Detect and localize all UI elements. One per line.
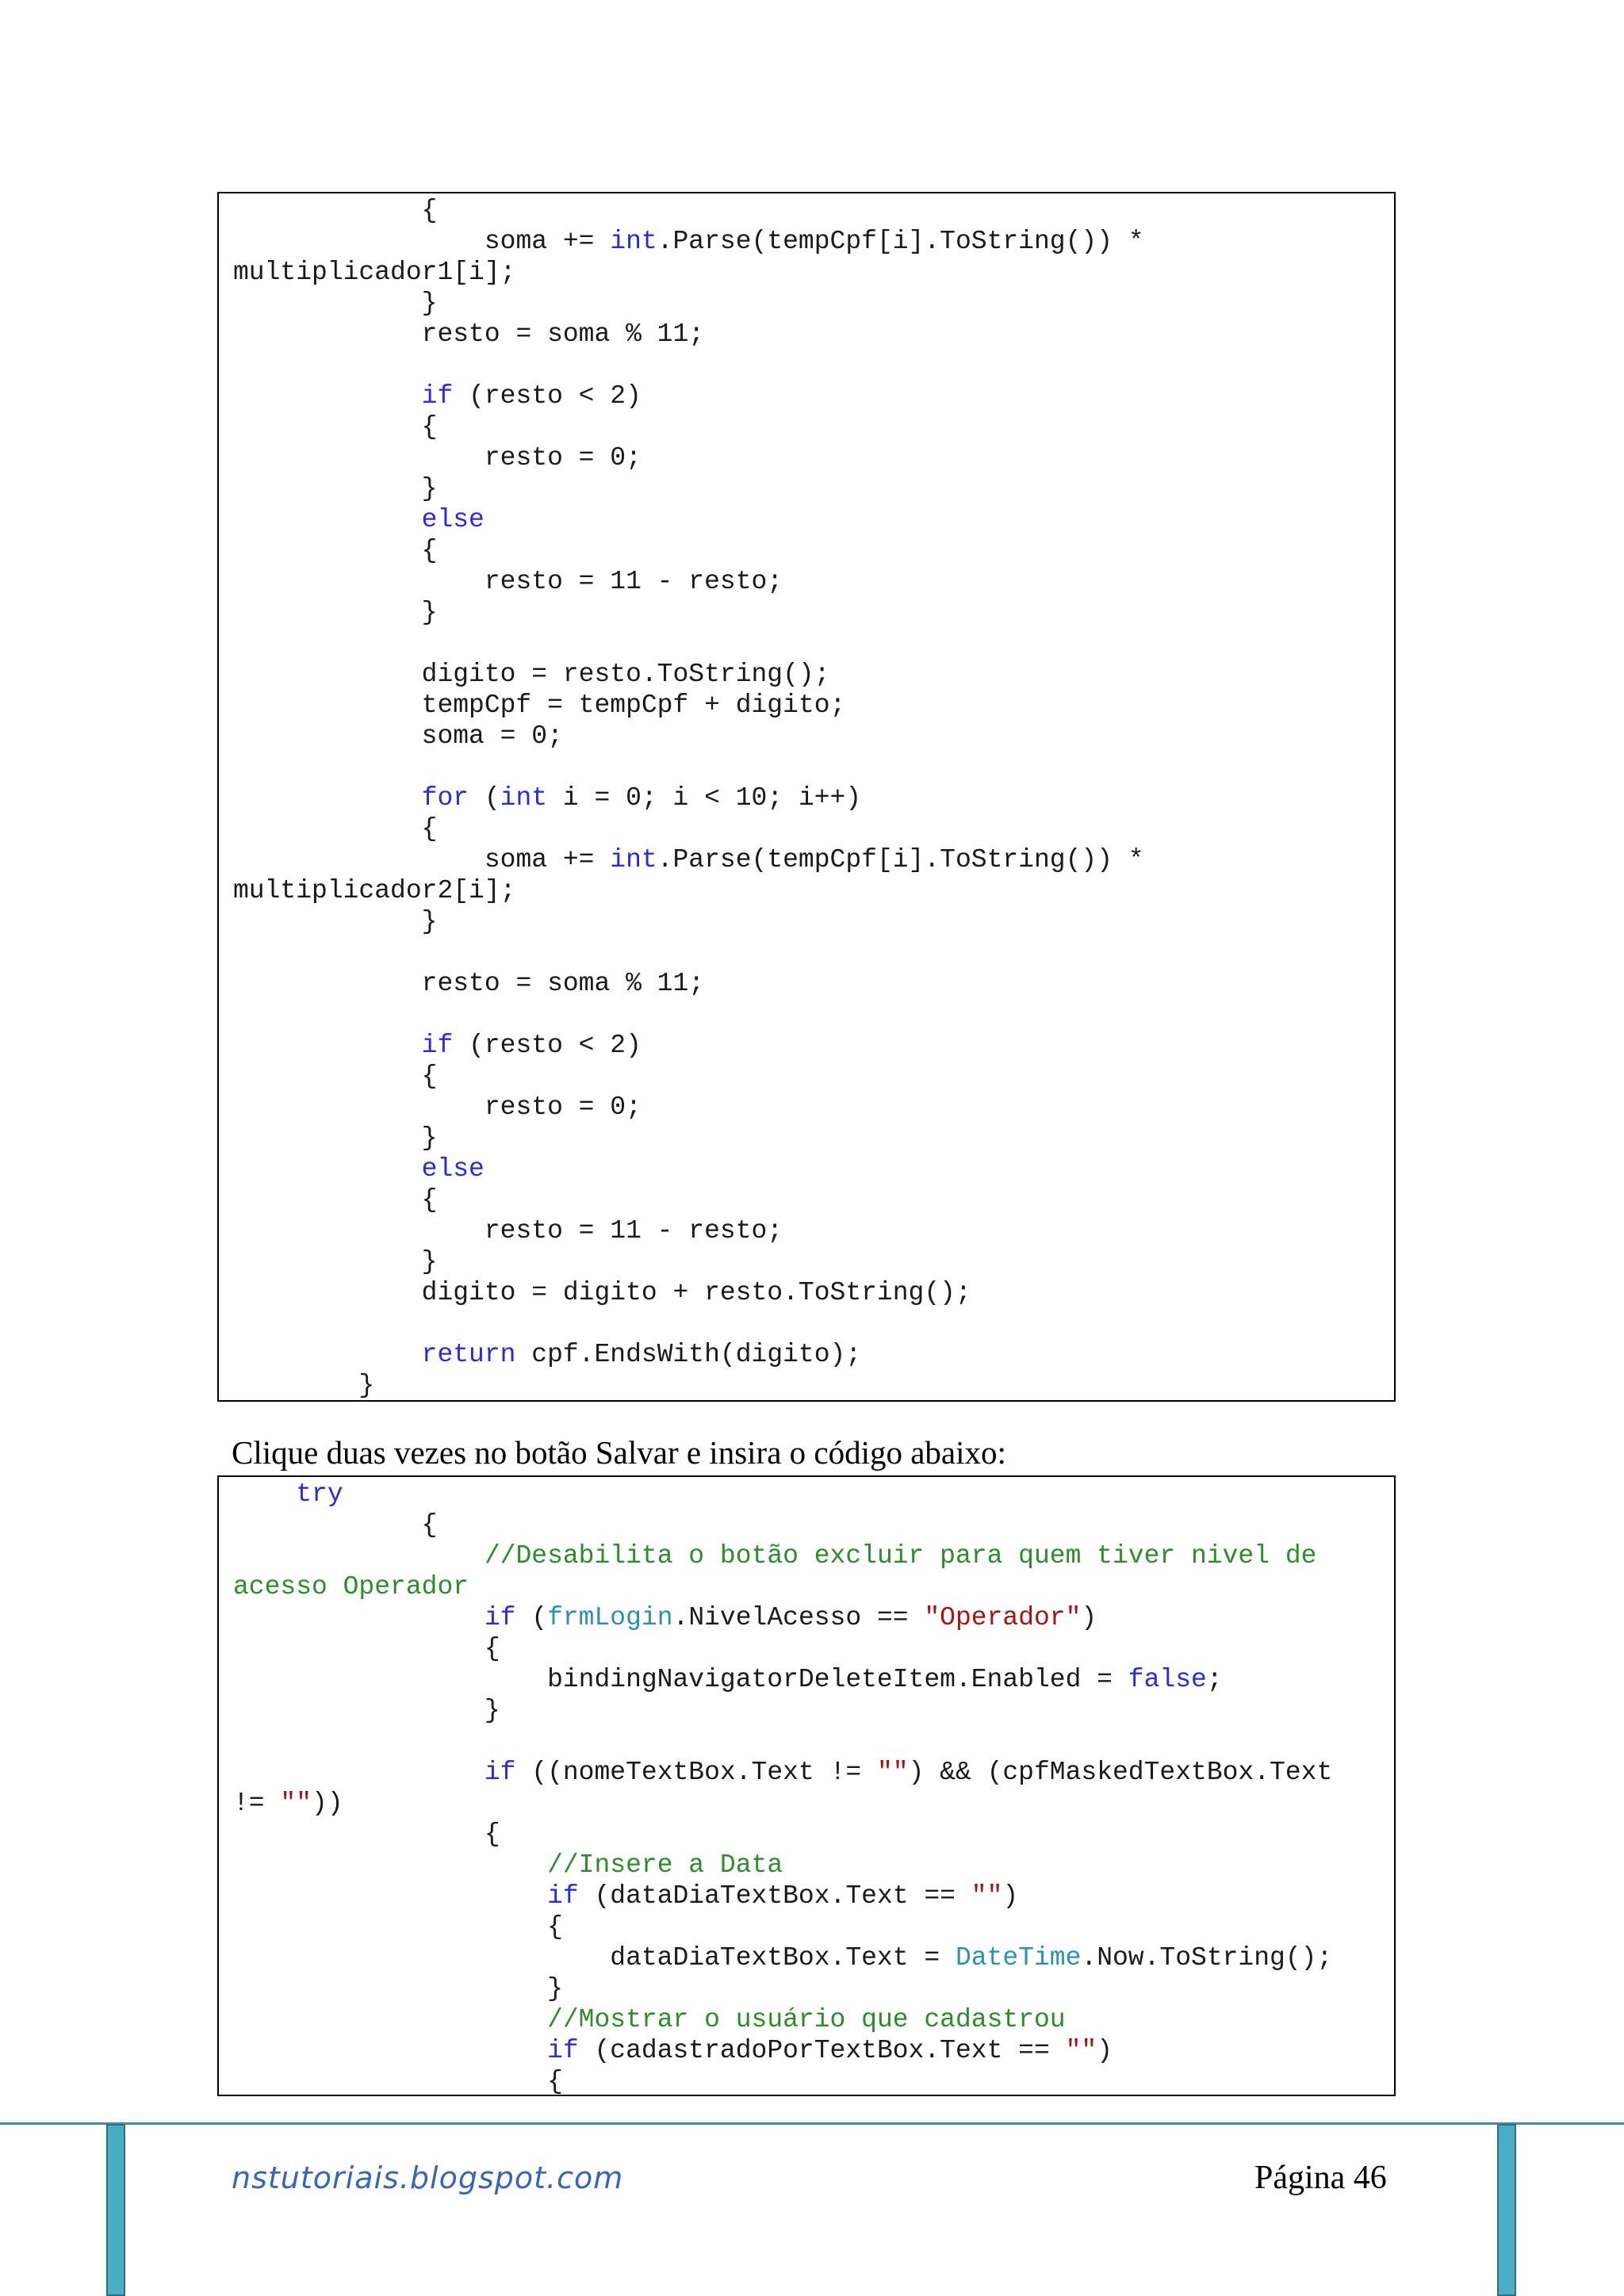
code-line: resto = 0; xyxy=(233,443,642,473)
code-line: resto = soma % 11; xyxy=(233,969,705,998)
code-line: digito = digito + resto.ToString(); xyxy=(233,1278,971,1307)
code-line: bindingNavigatorDeleteItem.Enabled = false; xyxy=(233,1665,1223,1694)
code-line: soma = 0; xyxy=(233,721,563,751)
code-line: //Desabilita o botão excluir para quem tiver nivel de xyxy=(484,1541,1317,1571)
code-line: tempCpf = tempCpf + digito; xyxy=(233,691,846,720)
code-line: soma += int.Parse(tempCpf[i].ToString()) * xyxy=(233,845,1144,874)
code-line: } xyxy=(233,1696,500,1725)
code-line: != "")) xyxy=(233,1789,343,1818)
code-line: return cpf.EndsWith(digito); xyxy=(421,1340,862,1369)
code-line: resto = 0; xyxy=(233,1093,642,1122)
code-line: { xyxy=(233,1912,563,1942)
code-block-2 xyxy=(217,1475,1396,2096)
code-line: multiplicador1[i]; xyxy=(233,258,516,287)
code-line: if ((nomeTextBox.Text != "") && (cpfMaskedTextBox.Text xyxy=(484,1758,1333,1787)
code-line: if (dataDiaTextBox.Text == "") xyxy=(547,1881,1019,1911)
code-line: } xyxy=(233,289,438,318)
code-line: } xyxy=(233,598,438,627)
code-line: { xyxy=(233,196,438,225)
code-line: digito = resto.ToString(); xyxy=(233,660,830,689)
code-line: { xyxy=(233,1510,438,1540)
code-line: else xyxy=(421,1154,485,1184)
code-line: for (int i = 0; i < 10; i++) xyxy=(421,783,862,813)
code-line: } xyxy=(233,474,438,503)
code-line: multiplicador2[i]; xyxy=(233,876,516,905)
code-line: resto = 11 - resto; xyxy=(233,567,783,596)
code-line: resto = soma % 11; xyxy=(233,320,705,349)
code-line: if (resto < 2) xyxy=(421,1031,642,1060)
code-line: if (cadastradoPorTextBox.Text == "") xyxy=(547,2036,1113,2065)
code-line: { xyxy=(233,814,438,844)
code-line: acesso Operador xyxy=(233,1572,469,1601)
instruction-caption: Clique duas vezes no botão Salvar e insira o código abaixo: xyxy=(232,1434,1006,1471)
code-line: dataDiaTextBox.Text = DateTime.Now.ToString(); xyxy=(233,1943,1333,1973)
footer-site-link[interactable]: nstutoriais.blogspot.com xyxy=(232,2160,624,2195)
code-line: } xyxy=(233,1247,438,1276)
code-line: else xyxy=(421,505,485,534)
code-line: { xyxy=(233,536,438,565)
code-block-1 xyxy=(217,192,1396,1402)
code-line: { xyxy=(233,412,438,442)
code-line: if (frmLogin.NivelAcesso == "Operador") xyxy=(484,1603,1097,1632)
code-line: { xyxy=(233,1062,438,1091)
code-line: } xyxy=(233,907,438,936)
code-line: try xyxy=(296,1479,343,1509)
code-line: } xyxy=(233,1371,375,1400)
code-line: { xyxy=(233,1820,500,1849)
code-line: resto = 11 - resto; xyxy=(233,1216,783,1246)
code-line: //Insere a Data xyxy=(547,1850,783,1880)
code-line: soma += int.Parse(tempCpf[i].ToString()) * xyxy=(233,227,1144,256)
code-line: } xyxy=(233,1123,438,1153)
code-line: { xyxy=(233,1185,438,1215)
code-line: if (resto < 2) xyxy=(421,381,642,411)
code-line: { xyxy=(233,2067,563,2096)
footer-left-bar xyxy=(106,2124,125,2296)
code-line: { xyxy=(233,1634,500,1663)
footer-rule xyxy=(0,2122,1624,2125)
footer-right-bar xyxy=(1497,2124,1516,2296)
code-line: } xyxy=(233,1974,563,2003)
code-line: //Mostrar o usuário que cadastrou xyxy=(547,2005,1066,2034)
page-number: Página 46 xyxy=(1254,2160,1387,2196)
